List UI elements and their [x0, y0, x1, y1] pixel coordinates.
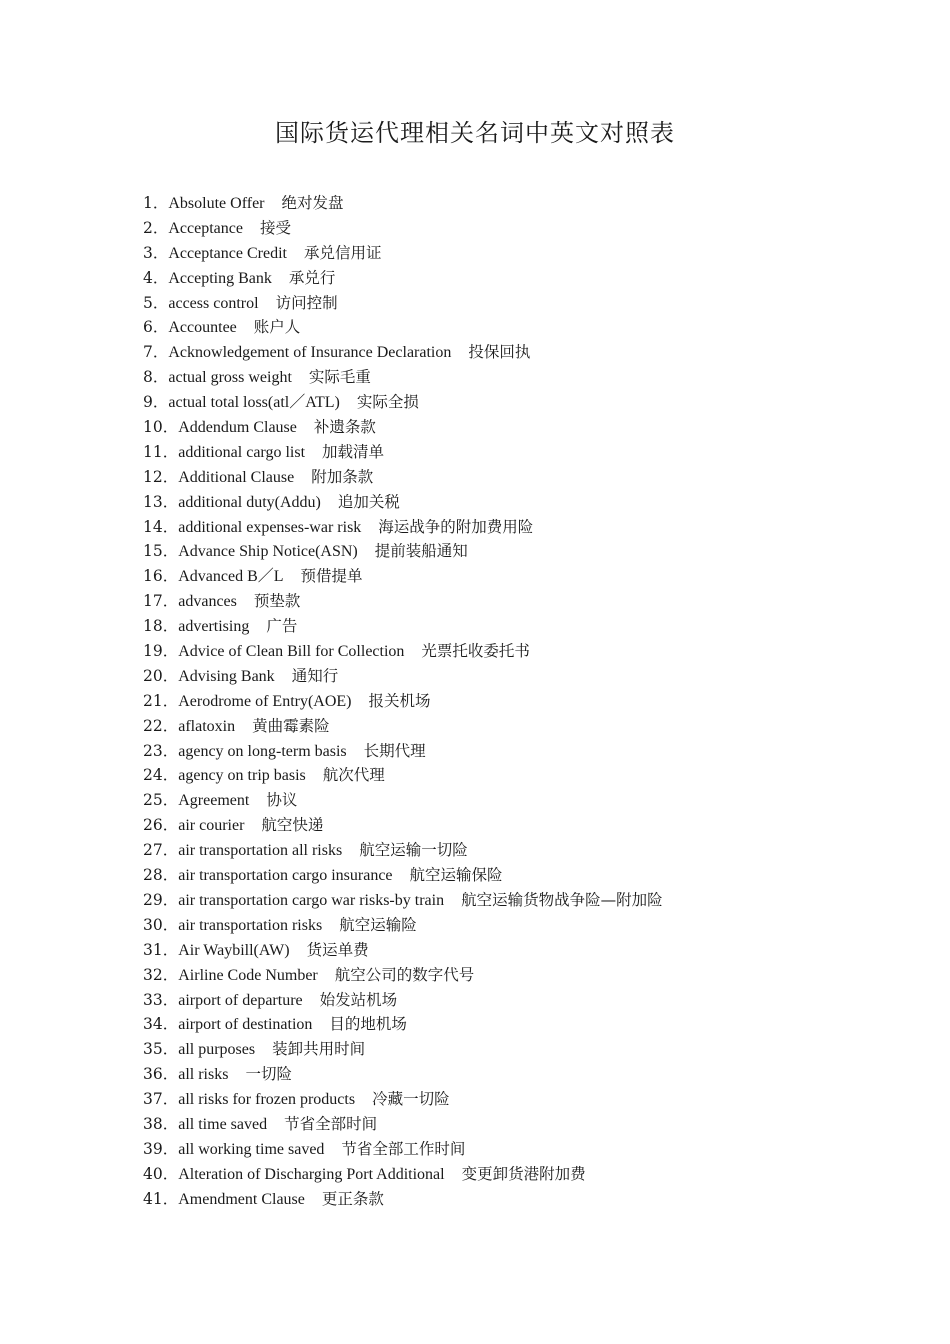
item-number: 25．	[143, 791, 179, 810]
english-term: Advance Ship Notice(ASN)	[178, 543, 358, 561]
chinese-term: 光票托收委托书	[421, 642, 530, 661]
item-number: 31．	[143, 940, 179, 959]
english-term: all risks	[178, 1066, 229, 1084]
list-item	[143, 1187, 663, 1212]
english-term: Additional Clause	[178, 468, 295, 486]
item-number: 36．	[143, 1065, 179, 1084]
list-item	[143, 465, 663, 490]
item-number: 39．	[143, 1139, 179, 1158]
list-item	[143, 340, 663, 365]
chinese-term: 投保回执	[468, 343, 531, 362]
list-item	[143, 838, 663, 863]
chinese-term: 始发站机场	[319, 990, 398, 1009]
chinese-term: 一切险	[245, 1065, 292, 1084]
english-term: air transportation all risks	[178, 842, 343, 860]
list-item	[143, 589, 663, 614]
item-number: 5．	[143, 293, 169, 312]
chinese-term: 承兑信用证	[303, 243, 382, 262]
list-item	[143, 266, 663, 291]
english-term: Accepting Bank	[168, 269, 272, 287]
chinese-term: 冷藏一切险	[372, 1090, 450, 1109]
list-item	[143, 863, 663, 888]
english-term: advertising	[178, 618, 250, 636]
english-term: Alteration of Discharging Port Additional	[178, 1165, 445, 1183]
list-item	[143, 763, 663, 788]
english-term: airport of destination	[178, 1016, 313, 1034]
english-term: additional cargo list	[178, 443, 306, 461]
item-number: 40．	[143, 1164, 179, 1183]
english-term: airport of departure	[178, 991, 303, 1009]
glossary-list	[143, 191, 663, 1212]
item-number: 28．	[143, 866, 179, 885]
english-term: air transportation cargo insurance	[178, 867, 393, 885]
chinese-term: 附加条款	[311, 467, 374, 486]
english-term: air transportation risks	[178, 916, 323, 934]
chinese-term: 长期代理	[363, 741, 426, 760]
item-number: 23．	[143, 741, 179, 760]
item-number: 11．	[143, 442, 179, 461]
list-item	[143, 490, 663, 515]
chinese-term: 补遗条款	[313, 418, 376, 437]
list-item	[143, 963, 663, 988]
item-number: 12．	[143, 467, 179, 486]
item-number: 17．	[143, 592, 179, 611]
item-number: 4．	[143, 268, 169, 287]
chinese-term: 航空公司的数字代号	[334, 965, 475, 984]
list-item	[143, 1087, 663, 1112]
chinese-term: 预借提单	[300, 567, 363, 586]
list-item	[143, 539, 663, 564]
chinese-term: 变更卸货港附加费	[461, 1164, 586, 1183]
chinese-term: 海运战争的附加费用险	[378, 517, 534, 536]
list-item	[143, 515, 663, 540]
list-item	[143, 639, 663, 664]
english-term: access control	[168, 294, 259, 312]
english-term: Advanced B／L	[178, 568, 284, 586]
list-item	[143, 1162, 663, 1187]
chinese-term: 承兑行	[288, 268, 336, 287]
english-term: actual total loss(atl／ATL)	[168, 394, 340, 412]
list-item	[143, 813, 663, 838]
chinese-term: 实际全损	[356, 393, 419, 412]
list-item	[143, 315, 663, 340]
chinese-term: 账户人	[253, 318, 301, 337]
chinese-term: 实际毛重	[308, 368, 371, 387]
chinese-term: 目的地机场	[329, 1015, 407, 1034]
item-number: 29．	[143, 890, 179, 909]
english-term: agency on long-term basis	[178, 742, 347, 760]
item-number: 34．	[143, 1015, 179, 1034]
chinese-term: 节省全部时间	[284, 1114, 378, 1133]
list-item	[143, 888, 663, 913]
list-item	[143, 739, 663, 764]
item-number: 9．	[143, 393, 169, 412]
english-term: Agreement	[178, 792, 250, 810]
item-number: 38．	[143, 1114, 179, 1133]
item-number: 7．	[143, 343, 169, 362]
item-number: 3．	[143, 243, 169, 262]
chinese-term: 航空运输一切险	[359, 841, 468, 860]
english-term: agency on trip basis	[178, 767, 306, 785]
item-number: 20．	[143, 666, 179, 685]
english-term: Acceptance	[168, 219, 243, 237]
item-number: 24．	[143, 766, 179, 785]
list-item	[143, 1137, 663, 1162]
chinese-term: 预垫款	[253, 592, 301, 611]
list-item	[143, 390, 663, 415]
item-number: 33．	[143, 990, 179, 1009]
english-term: Air Waybill(AW)	[178, 941, 290, 959]
item-number: 41．	[143, 1189, 179, 1208]
chinese-term: 提前装船通知	[374, 542, 468, 561]
chinese-term: 加载清单	[322, 442, 385, 461]
list-item	[143, 1012, 663, 1037]
item-number: 32．	[143, 965, 179, 984]
english-term: air transportation cargo war risks-by train	[178, 891, 445, 909]
english-term: additional duty(Addu)	[178, 493, 321, 511]
list-item	[143, 664, 663, 689]
chinese-term: 黄曲霉素险	[252, 716, 330, 735]
item-number: 35．	[143, 1040, 179, 1059]
english-term: Airline Code Number	[178, 966, 318, 984]
chinese-term: 更正条款	[321, 1189, 384, 1208]
page-title: 国际货运代理相关名词中英文对照表	[275, 119, 675, 147]
item-number: 10．	[143, 418, 179, 437]
item-number: 19．	[143, 642, 179, 661]
english-term: all risks for frozen products	[178, 1091, 356, 1109]
chinese-term: 绝对发盘	[281, 194, 344, 212]
list-item	[143, 913, 663, 938]
item-number: 18．	[143, 617, 179, 636]
chinese-term: 航空快递	[261, 816, 324, 835]
item-number: 26．	[143, 816, 179, 835]
chinese-term: 协议	[266, 791, 298, 810]
item-number: 2．	[143, 218, 169, 237]
list-item	[143, 1112, 663, 1137]
english-term: air courier	[178, 817, 245, 835]
chinese-term: 访问控制	[275, 293, 338, 312]
chinese-term: 装卸共用时间	[272, 1040, 366, 1059]
item-number: 1．	[143, 194, 169, 212]
chinese-term: 节省全部工作时间	[341, 1139, 466, 1158]
list-item	[143, 241, 663, 266]
list-item	[143, 291, 663, 316]
list-item	[143, 1037, 663, 1062]
english-term: Addendum Clause	[178, 419, 297, 437]
chinese-term: 通知行	[291, 666, 339, 685]
item-number: 6．	[143, 318, 169, 337]
item-number: 22．	[143, 716, 179, 735]
list-item	[143, 440, 663, 465]
english-term: Aerodrome of Entry(AOE)	[178, 692, 352, 710]
english-term: actual gross weight	[168, 369, 292, 387]
item-number: 27．	[143, 841, 179, 860]
item-number: 13．	[143, 492, 179, 511]
english-term: Advice of Clean Bill for Collection	[178, 643, 405, 661]
chinese-term: 航次代理	[322, 766, 385, 785]
item-number: 16．	[143, 567, 179, 586]
item-number: 8．	[143, 368, 169, 387]
list-item	[143, 988, 663, 1013]
list-item	[143, 614, 663, 639]
english-term: all purposes	[178, 1041, 256, 1059]
chinese-term: 航空运输险	[339, 915, 417, 934]
list-item	[143, 191, 663, 216]
list-item	[143, 689, 663, 714]
item-number: 15．	[143, 542, 179, 561]
english-term: Accountee	[168, 319, 237, 337]
list-item	[143, 216, 663, 241]
item-number: 14．	[143, 517, 179, 536]
list-item	[143, 938, 663, 963]
english-term: aflatoxin	[178, 717, 236, 735]
chinese-term: 航空运输保险	[409, 866, 503, 885]
list-item	[143, 415, 663, 440]
english-term: all working time saved	[178, 1140, 325, 1158]
english-term: Absolute Offer	[168, 195, 265, 212]
chinese-term: 航空运输货物战争险—附加险	[461, 890, 663, 909]
english-term: advances	[178, 593, 237, 611]
chinese-term: 接受	[259, 218, 291, 237]
list-item	[143, 1062, 663, 1087]
english-term: Advising Bank	[178, 667, 275, 685]
chinese-term: 广告	[266, 617, 298, 636]
chinese-term: 追加关税	[337, 492, 400, 511]
chinese-term: 货运单费	[306, 940, 369, 959]
item-number: 21．	[143, 691, 179, 710]
item-number: 30．	[143, 915, 179, 934]
english-term: Acknowledgement of Insurance Declaration	[168, 344, 452, 362]
list-item	[143, 564, 663, 589]
item-number: 37．	[143, 1090, 179, 1109]
list-item	[143, 788, 663, 813]
english-term: additional expenses-war risk	[178, 518, 362, 536]
chinese-term: 报关机场	[368, 691, 431, 710]
english-term: Amendment Clause	[178, 1190, 305, 1208]
english-term: all time saved	[178, 1115, 268, 1133]
list-item	[143, 365, 663, 390]
english-term: Acceptance Credit	[168, 244, 287, 262]
list-item	[143, 714, 663, 739]
